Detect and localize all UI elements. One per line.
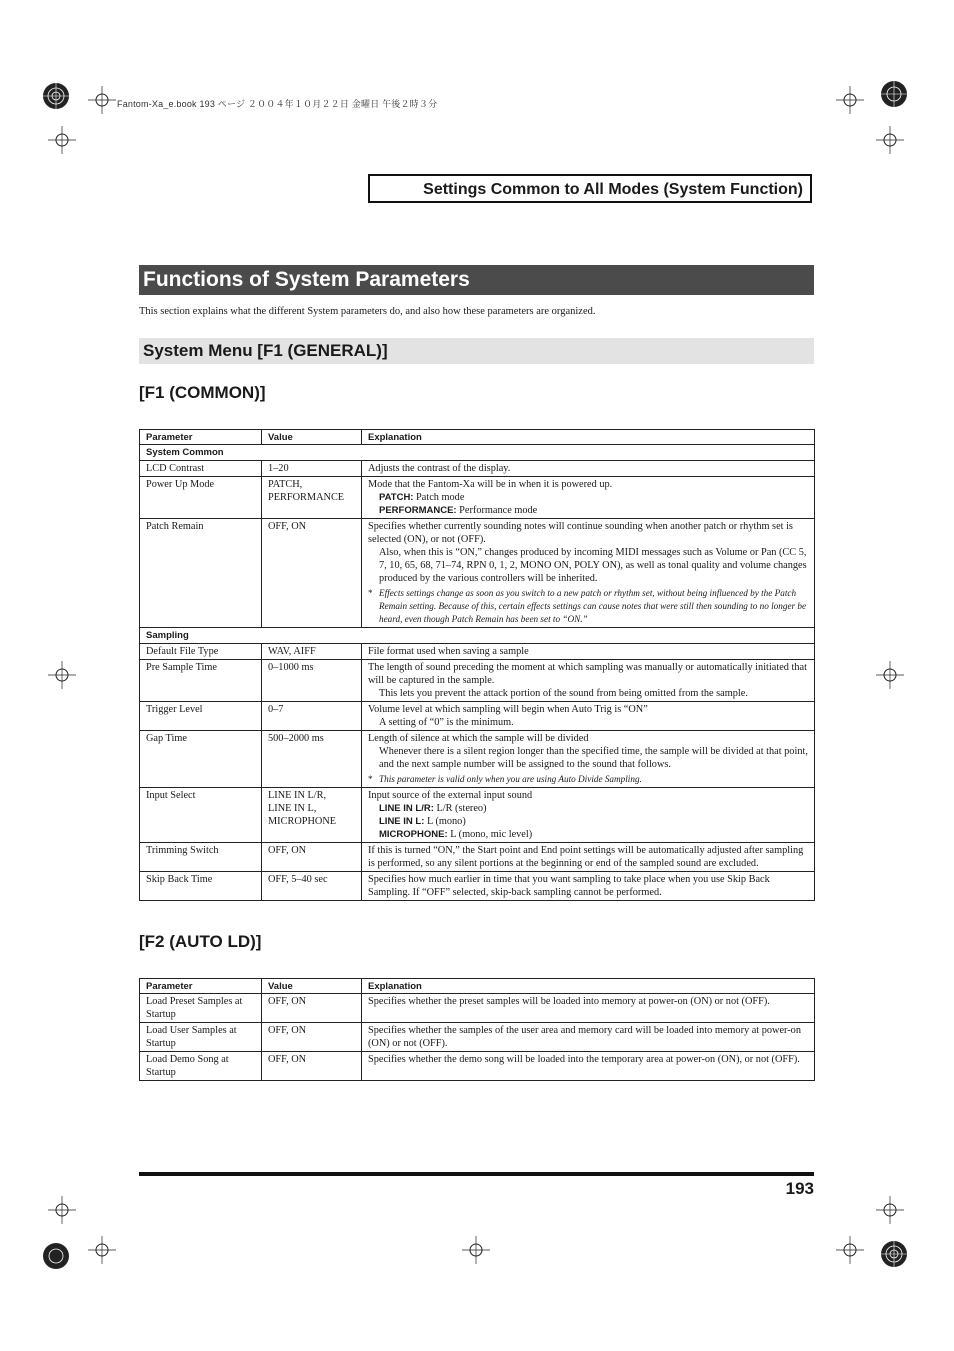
table-row [140,660,815,702]
option-text: L (mono, mic level) [447,829,533,840]
value-line: LINE IN L/R, [268,790,327,801]
value-cell: OFF, ON [262,519,362,628]
note-body: This parameter is valid only when you are using Auto Divide Sampling. [379,774,642,784]
header-parameter: Parameter [140,430,262,445]
note-body: Effects settings change as soon as you switch to a new patch or rhythm set, without being influenced by the Patch Remain setting. Because of this, certain effects settings can cause notes that were still then sounding to no longer be heard, even though Patch Remain has been set to “ON.” [379,588,807,624]
param-cell: Default File Type [140,644,262,660]
explanation-cell [362,788,815,843]
value-cell: OFF, ON [262,843,362,872]
option-text: Performance mode [456,505,538,516]
value-cell: OFF, 5–40 sec [262,872,362,901]
intro-text: This section explains what the different System parameters do, and also how these parameters are organized. [139,306,596,317]
explanation-text: A setting of “0” is the minimum. [379,717,514,728]
explanation-cell [362,702,815,731]
table-row [140,788,815,843]
f2-parameter-table [139,978,815,1081]
explanation-cell [362,731,815,788]
explanation-text: Input source of the external input sound [368,790,533,801]
option-label: MICROPHONE: [379,829,448,840]
table-row [140,731,815,788]
param-cell: Load User Samples at Startup [140,1023,262,1052]
option-line [368,491,808,504]
registration-mark-top-left-disc-icon [40,80,72,112]
option-text: L/R (stereo) [433,803,487,814]
header-explanation: Explanation [362,979,815,994]
crosshair-mark-right-lower-icon [876,1196,904,1224]
value-cell: WAV, AIFF [262,644,362,660]
table-row [140,519,815,628]
explanation-text: Length of silence at which the sample will be divided [368,733,589,744]
value-cell [262,788,362,843]
table-row [140,994,815,1023]
explanation-cell: Specifies whether the demo song will be loaded into the temporary area at power-on (ON), or not (OFF). [362,1052,815,1081]
registration-mark-bottom-right-disc-icon [878,1238,910,1270]
param-cell: Patch Remain [140,519,262,628]
explanation-cell: Specifies whether the preset samples will be loaded into memory at power-on (ON) or not (OFF). [362,994,815,1023]
crosshair-mark-bottom-left-icon [88,1236,116,1264]
crosshair-mark-top-right-icon [836,86,864,114]
value-cell: OFF, ON [262,1023,362,1052]
value-cell: OFF, ON [262,1052,362,1081]
value-cell: OFF, ON [262,994,362,1023]
subheading: System Menu [F1 (GENERAL)] [139,338,814,364]
explanation-text: Specifies whether currently sounding notes will continue sounding when another patch or rhythm set is selected (ON), or not (OFF). [368,521,793,545]
page-title: Functions of System Parameters [139,265,814,295]
value-line: LINE IN L, [268,803,317,814]
explanation-cell: Specifies whether the samples of the user area and memory card will be loaded into memory at power-on (ON) or not (OFF). [362,1023,815,1052]
registration-mark-top-right-disc-icon [878,78,910,110]
table-row [140,1052,815,1081]
crosshair-mark-top-left-icon [88,86,116,114]
note-text [368,773,808,786]
crosshair-mark-left-middle-icon [48,661,76,689]
explanation-cell: Adjusts the contrast of the display. [362,461,815,477]
option-label: PERFORMANCE: [379,505,457,516]
param-cell: Input Select [140,788,262,843]
value-cell: 0–7 [262,702,362,731]
header-parameter: Parameter [140,979,262,994]
explanation-text: The length of sound preceding the moment at which sampling was manually or automatically initiated that will be captured in the sample. [368,662,807,686]
param-cell: Trigger Level [140,702,262,731]
group-label: Sampling [140,628,815,644]
group-row-sampling [140,628,815,644]
explanation-cell [362,660,815,702]
table-row [140,1023,815,1052]
table-row [140,702,815,731]
param-cell: Gap Time [140,731,262,788]
header-value: Value [262,430,362,445]
param-cell: Power Up Mode [140,477,262,519]
page-number: 193 [785,1179,814,1198]
table-row [140,461,815,477]
explanation-text: Volume level at which sampling will begin when Auto Trig is “ON” [368,704,648,715]
explanation-text: Whenever there is a silent region longer than the specified time, the sample will be divided at that point, and the next sample number will be assigned to the sound that follows. [379,746,808,770]
option-label: PATCH: [379,492,414,503]
table-header-row [140,979,815,994]
f1-parameter-table [139,429,815,901]
crosshair-mark-left-lower-icon [48,1196,76,1224]
explanation-cell: File format used when saving a sample [362,644,815,660]
print-header: Fantom-Xa_e.book 193 ページ ２００４年１０月２２日 金曜日 午後２時３分 [117,99,438,109]
crosshair-mark-bottom-right-icon [836,1236,864,1264]
f2-heading: [F2 (AUTO LD)] [139,932,262,951]
table-row [140,872,815,901]
table-header-row [140,430,815,445]
value-cell: 0–1000 ms [262,660,362,702]
explanation-cell: Specifies how much earlier in time that you want sampling to take place when you use Skip Back Sampling. If “OFF” selected, skip-back sampling cannot be performed. [362,872,815,901]
value-line: MICROPHONE [268,816,337,827]
explanation-cell [362,477,815,519]
f1-heading: [F1 (COMMON)] [139,383,266,402]
table-row [140,843,815,872]
option-label: LINE IN L/R: [379,803,434,814]
group-label: System Common [140,445,815,461]
header-explanation: Explanation [362,430,815,445]
explanation-cell: If this is turned “ON,” the Start point and End point settings will be automatically adjusted after sampling is performed, so any silent portions at the beginning or end of the sampled sound are excluded. [362,843,815,872]
table-row [140,477,815,519]
param-cell: Skip Back Time [140,872,262,901]
option-label: LINE IN L: [379,816,425,827]
crosshair-mark-bottom-center-icon [462,1236,490,1264]
crosshair-mark-right-middle-icon [876,661,904,689]
value-cell: 1–20 [262,461,362,477]
group-row-system-common [140,445,815,461]
value-cell: PATCH, PERFORMANCE [262,477,362,519]
param-cell: Load Preset Samples at Startup [140,994,262,1023]
param-cell: Load Demo Song at Startup [140,1052,262,1081]
crosshair-mark-right-upper-icon [876,126,904,154]
section-label: Settings Common to All Modes (System Function) [368,174,812,203]
option-text: Patch mode [413,492,465,503]
option-line [368,504,808,517]
table-row [140,644,815,660]
param-cell: Pre Sample Time [140,660,262,702]
option-text: L (mono) [424,816,466,827]
param-cell: Trimming Switch [140,843,262,872]
explanation-cell [362,519,815,628]
note-asterisk: * [368,588,373,598]
value-cell: 500–2000 ms [262,731,362,788]
explanation-text: Also, when this is “ON,” changes produced by incoming MIDI messages such as Volume or Pan (CC 5, 7, 10, 65, 68, 71–74, RPN 0, 1, 2, MONO ON, POLY ON), as well as tonal quality and volume changes produced by the various controllers will be inherited. [379,547,807,584]
header-value: Value [262,979,362,994]
param-cell: LCD Contrast [140,461,262,477]
footer-rule [139,1172,814,1176]
explanation-text: Mode that the Fantom-Xa will be in when it is powered up. [368,479,613,490]
option-line [368,828,808,841]
note-asterisk: * [368,774,373,784]
note-text [368,587,808,626]
explanation-text: This lets you prevent the attack portion of the sound from being omitted from the sample. [379,688,748,699]
option-line [368,815,808,828]
option-line [368,802,808,815]
crosshair-mark-left-upper-icon [48,126,76,154]
registration-mark-bottom-left-disc-icon [40,1240,72,1272]
